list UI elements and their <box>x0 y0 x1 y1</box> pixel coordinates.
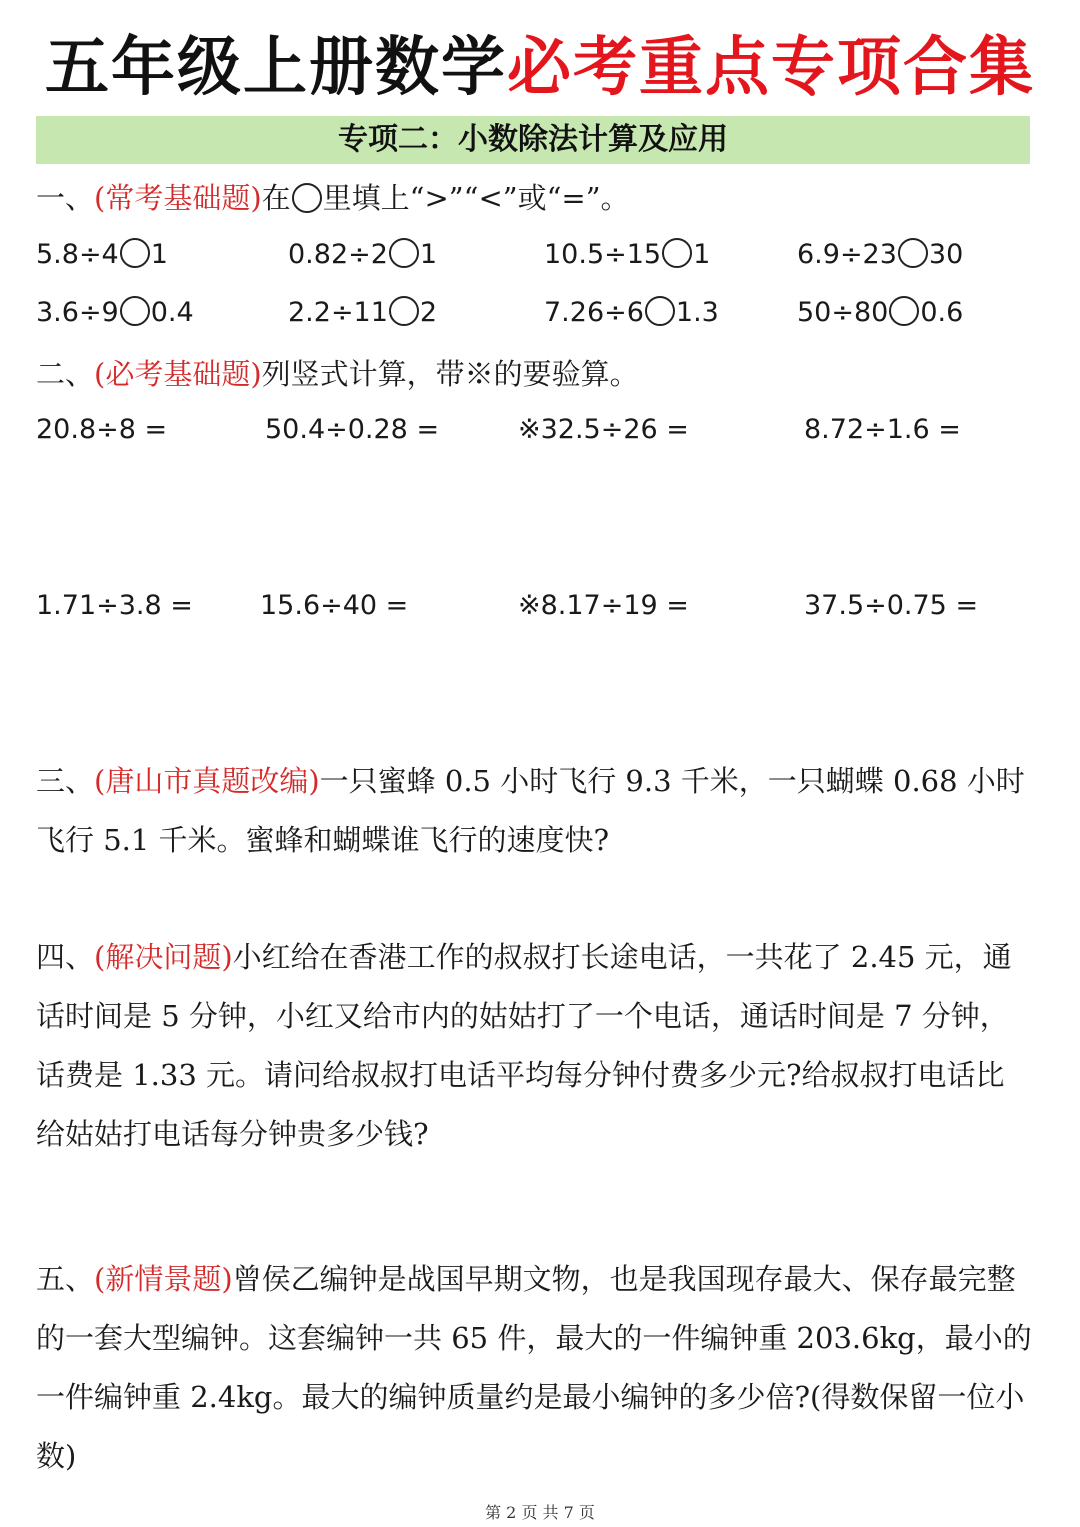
division-problem: 15.6÷40 = <box>260 590 409 621</box>
q3-text: 一只蜜蜂 0.5 小时飞行 9.3 千米，一只蝴蝶 0.68 小时飞行 5.1 千米。蜜蜂和蝴蝶谁飞行的速度快? <box>36 764 1025 857</box>
q5-tag: (新情景题) <box>94 1262 233 1296</box>
compare-item: 10.5÷15 1 <box>544 239 711 270</box>
answer-circle[interactable] <box>889 296 919 326</box>
q4-number: 四、 <box>36 940 95 974</box>
division-problem: ※8.17÷19 = <box>518 590 689 621</box>
section-banner: 专项二：小数除法计算及应用 <box>36 116 1030 164</box>
answer-circle[interactable] <box>662 238 692 268</box>
compare-item: 50÷80 0.6 <box>797 297 964 328</box>
answer-circle[interactable] <box>898 238 928 268</box>
compare-item: 6.9÷23 30 <box>797 239 964 270</box>
division-problem: 37.5÷0.75 = <box>804 590 979 621</box>
q3-tag: (唐山市真题改编) <box>94 764 320 798</box>
q3-number: 三、 <box>36 764 95 798</box>
division-problem: 8.72÷1.6 = <box>804 414 961 445</box>
q4-text: 小红给在香港工作的叔叔打长途电话，一共花了 2.45 元，通话时间是 5 分钟，小红又给市内的姑姑打了一个电话，通话时间是 7 分钟，话费是 1.33 元。请问给叔叔打电话平均每分钟付费多少元?给叔叔打电话比给姑姑打电话每分钟贵多少钱? <box>36 940 1012 1151</box>
q1-text-b: 里填上“>”“<”或“=”。 <box>322 181 630 215</box>
q3-block <box>36 752 1032 870</box>
q5-number: 五、 <box>36 1262 95 1296</box>
answer-circle[interactable] <box>645 296 675 326</box>
division-problem: 50.4÷0.28 = <box>265 414 440 445</box>
answer-circle[interactable] <box>120 238 150 268</box>
division-problem: 20.8÷8 = <box>36 414 168 445</box>
page-footer: 第 2 页 共 7 页 <box>485 1503 595 1522</box>
q2-text: 列竖式计算，带※的要验算。 <box>261 357 639 391</box>
answer-circle[interactable] <box>120 296 150 326</box>
answer-circle[interactable] <box>389 296 419 326</box>
q2-tag: (必考基础题) <box>94 357 262 391</box>
compare-item: 2.2÷11 2 <box>288 297 438 328</box>
compare-item: 7.26÷6 1.3 <box>544 297 719 328</box>
answer-circle[interactable] <box>389 238 419 268</box>
compare-item: 3.6÷9 0.4 <box>36 297 194 328</box>
q2-number: 二、 <box>36 357 95 391</box>
q1-heading <box>36 176 630 217</box>
title-black-part: 五年级上册数学 <box>45 31 507 105</box>
page-title <box>0 28 1080 108</box>
q4-block <box>36 928 1032 1164</box>
circle-icon <box>292 183 322 213</box>
q5-text: 曾侯乙编钟是战国早期文物，也是我国现存最大、保存最完整的一套大型编钟。这套编钟一共 65 件，最大的一件编钟重 203.6kg，最小的一件编钟重 2.4kg。最大的编钟质量约是最小编钟的多少倍?(得数保留一位小数) <box>36 1262 1032 1473</box>
q1-number: 一、 <box>36 181 95 215</box>
q5-block <box>36 1250 1032 1486</box>
q1-tag: (常考基础题) <box>94 181 262 215</box>
q4-tag: (解决问题) <box>94 940 233 974</box>
division-problem: ※32.5÷26 = <box>518 414 689 445</box>
division-problem: 1.71÷3.8 = <box>36 590 193 621</box>
q2-heading <box>36 352 639 393</box>
compare-item: 5.8÷4 1 <box>36 239 168 270</box>
title-red-part: 必考重点专项合集 <box>507 31 1035 105</box>
compare-item: 0.82÷2 1 <box>288 239 438 270</box>
q1-text-a: 在 <box>261 181 291 215</box>
